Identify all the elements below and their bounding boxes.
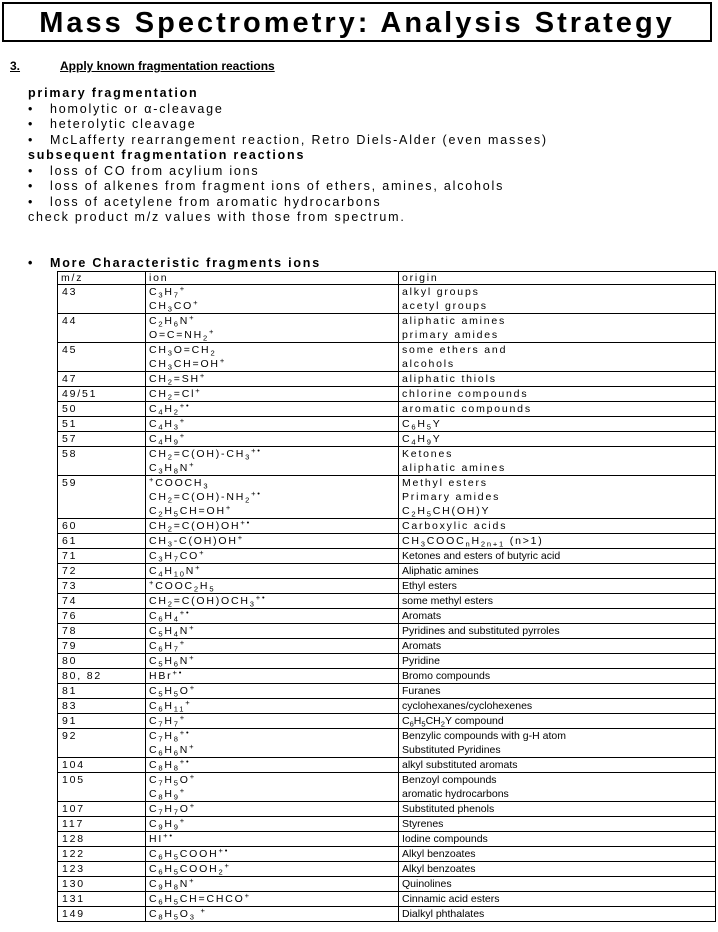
- title-box: [2, 2, 712, 42]
- origin-cell: Aromats: [399, 609, 716, 624]
- table-row: [58, 817, 716, 832]
- ion-cell: $C_7H_7O^+$: [146, 802, 399, 817]
- bullet: •: [28, 179, 33, 193]
- origin-cell: Ketones aliphatic amines: [399, 447, 716, 476]
- mz-cell: 105: [58, 773, 146, 802]
- list-item-text: heterolytic cleavage: [50, 117, 197, 131]
- mz-cell: 128: [58, 832, 146, 847]
- origin-cell: Carboxylic acids: [399, 519, 716, 534]
- table-row: [58, 758, 716, 773]
- table-row: [58, 729, 716, 758]
- origin-cell: Styrenes: [399, 817, 716, 832]
- ion-cell: $CH_3O=CH_2$ $CH_3CH=OH^+$: [146, 343, 399, 372]
- mz-cell: 58: [58, 447, 146, 476]
- list-item: [28, 195, 708, 211]
- table-row: [58, 432, 716, 447]
- table-row: [58, 447, 716, 476]
- list-item-text: loss of CO from acylium ions: [50, 163, 260, 178]
- subheading: [28, 86, 708, 102]
- mz-cell: 43: [58, 285, 146, 314]
- bullet: •: [28, 101, 33, 116]
- origin-cell: $C_4H_9Y$: [399, 432, 716, 447]
- origin-cell: Bromo compounds: [399, 669, 716, 684]
- list-item: [28, 179, 708, 195]
- table-row: [58, 669, 716, 684]
- mz-cell: 81: [58, 684, 146, 699]
- ion-cell: $C_5H_5O^+$: [146, 684, 399, 699]
- table-row: [58, 549, 716, 564]
- ion-cell: $CH_2=C(OH)OH^{+•}$: [146, 519, 399, 534]
- ion-cell: $C_5H_6N^+$: [146, 654, 399, 669]
- table-header-row: [58, 272, 716, 285]
- ion-cell: $C_8H_8^{+•}$: [146, 758, 399, 773]
- ion-cell: $C_9H_9^+$: [146, 817, 399, 832]
- origin-cell: Alkyl benzoates: [399, 847, 716, 862]
- origin-cell: Benzoyl compounds aromatic hydrocarbons: [399, 773, 716, 802]
- table-row: [58, 285, 716, 314]
- table-row: [58, 684, 716, 699]
- table-row: [58, 372, 716, 387]
- table-row: [58, 402, 716, 417]
- origin-cell: some ethers and alcohols: [399, 343, 716, 372]
- ion-cell: $C_9H_8N^+$: [146, 877, 399, 892]
- mz-cell: 92: [58, 729, 146, 758]
- list-item-text: McLafferty rearrangement reaction, Retro Diels-Alder (even masses): [50, 132, 548, 147]
- mz-cell: 83: [58, 699, 146, 714]
- ion-cell: $C_4H_2^{+•}$: [146, 402, 399, 417]
- table-row: [58, 832, 716, 847]
- mz-cell: 73: [58, 579, 146, 594]
- mz-cell: 49/51: [58, 387, 146, 402]
- origin-cell: Iodine compounds: [399, 832, 716, 847]
- origin-cell: Quinolines: [399, 877, 716, 892]
- mz-cell: 76: [58, 609, 146, 624]
- table-row: [58, 579, 716, 594]
- list-item: [28, 117, 708, 133]
- list-item-text: loss of acetylene from aromatic hydrocarbons: [50, 194, 382, 209]
- mz-cell: 47: [58, 372, 146, 387]
- origin-cell: Aromats: [399, 639, 716, 654]
- table-row: [58, 314, 716, 343]
- table-row: [58, 564, 716, 579]
- subheading: [28, 148, 708, 164]
- table-row: [58, 847, 716, 862]
- table-row: [58, 534, 716, 549]
- list-item: [28, 164, 708, 180]
- ion-cell: $C_6H_5COOH^{+•}$: [146, 847, 399, 862]
- table-row: [58, 877, 716, 892]
- origin-cell: Cinnamic acid esters: [399, 892, 716, 907]
- mz-cell: 44: [58, 314, 146, 343]
- ion-cell: HI+•: [146, 832, 399, 847]
- mz-cell: 131: [58, 892, 146, 907]
- ion-cell: $^+COOCH_3$ $CH_2=C(OH)-NH_2^{+•}$ $C_2H_5CH=OH^+$: [146, 476, 399, 519]
- list-item: [28, 102, 708, 118]
- bullet: •: [28, 132, 33, 147]
- origin-cell: some methyl esters: [399, 594, 716, 609]
- ion-cell: $C_4H_{10}N^+$: [146, 564, 399, 579]
- origin-cell: $C_6H_5CH_2Y$ compound: [399, 714, 716, 729]
- page-title: Mass Spectrometry: Analysis Strategy: [39, 7, 675, 39]
- mz-cell: 91: [58, 714, 146, 729]
- bullet: •: [28, 194, 33, 209]
- table-row: [58, 862, 716, 877]
- mz-cell: 122: [58, 847, 146, 862]
- ion-cell: $C_6H_7^+$: [146, 639, 399, 654]
- list-item: [28, 210, 708, 226]
- table-row: [58, 624, 716, 639]
- ion-cell: $C_6H_{11}^+$: [146, 699, 399, 714]
- mz-cell: 107: [58, 802, 146, 817]
- ion-cell: $C_4H_9^+$: [146, 432, 399, 447]
- ion-cell: $CH_2=SH^+$: [146, 372, 399, 387]
- mz-cell: 123: [58, 862, 146, 877]
- table-row: [58, 907, 716, 922]
- mz-cell: 117: [58, 817, 146, 832]
- mz-cell: 61: [58, 534, 146, 549]
- origin-cell: $C_6H_5Y$: [399, 417, 716, 432]
- list-item-text: subsequent fragmentation reactions: [28, 148, 306, 162]
- fragment-ions-table: [57, 271, 716, 922]
- origin-cell: Substituted phenols: [399, 802, 716, 817]
- table-row: [58, 654, 716, 669]
- mz-cell: 57: [58, 432, 146, 447]
- ion-cell: $CH_2=C(OH)-CH_3^{+•}$ $C_3H_8N^+$: [146, 447, 399, 476]
- table-row: [58, 802, 716, 817]
- table-row: [58, 639, 716, 654]
- bullet: •: [28, 256, 33, 270]
- origin-cell: $CH_3COOC_nH_{2n+1}$ (n>1): [399, 534, 716, 549]
- ion-cell: $CH_3-C(OH)OH^+$: [146, 534, 399, 549]
- mz-cell: 59: [58, 476, 146, 519]
- ion-cell: $C_3H_7CO^+$: [146, 549, 399, 564]
- ion-cell: $C_5H_4N^+$: [146, 624, 399, 639]
- origin-cell: Alkyl benzoates: [399, 862, 716, 877]
- table-row: [58, 609, 716, 624]
- origin-cell: Ketones and esters of butyric acid: [399, 549, 716, 564]
- mz-cell: 74: [58, 594, 146, 609]
- ion-cell: $C_7H_7^+$: [146, 714, 399, 729]
- mz-cell: 72: [58, 564, 146, 579]
- origin-cell: Benzylic compounds with g-H atom Substituted Pyridines: [399, 729, 716, 758]
- origin-cell: alkyl groups acetyl groups: [399, 285, 716, 314]
- ion-cell: $C_2H_6N^+$ $O=C=NH_2^+$: [146, 314, 399, 343]
- mz-cell: 78: [58, 624, 146, 639]
- bullet: •: [28, 163, 33, 178]
- ion-cell: $CH_2=C(OH)OCH_3^{+•}$: [146, 594, 399, 609]
- table-row: [58, 714, 716, 729]
- table-row: [58, 387, 716, 402]
- table-row: [58, 699, 716, 714]
- header-origin: origin: [399, 272, 716, 285]
- mz-cell: 51: [58, 417, 146, 432]
- table-row: [58, 343, 716, 372]
- origin-cell: Methyl esters Primary amides $C_2H_5CH(OH)Y$: [399, 476, 716, 519]
- bullet: •: [28, 117, 33, 131]
- table-row: [58, 892, 716, 907]
- ion-cell: $C_6H_5CH=CHCO^+$: [146, 892, 399, 907]
- ion-cell: $C_6H_5COOH_2^+$: [146, 862, 399, 877]
- table-row: [58, 594, 716, 609]
- mz-cell: 149: [58, 907, 146, 922]
- list-item-text: check product m/z values with those from spectrum.: [28, 210, 406, 224]
- more-fragments-title: More Characteristic fragments ions: [50, 256, 321, 270]
- list-item-text: homolytic or α-cleavage: [50, 101, 224, 116]
- origin-cell: Pyridine: [399, 654, 716, 669]
- section-heading: [10, 59, 275, 73]
- mz-cell: 45: [58, 343, 146, 372]
- ion-cell: $C_6H_4^{+•}$: [146, 609, 399, 624]
- origin-cell: aromatic compounds: [399, 402, 716, 417]
- origin-cell: Ethyl esters: [399, 579, 716, 594]
- mz-cell: 50: [58, 402, 146, 417]
- section-title: Apply known fragmentation reactions: [60, 59, 275, 73]
- ion-cell: $C_7H_5O^+$ $C_8H_9^+$: [146, 773, 399, 802]
- origin-cell: Furanes: [399, 684, 716, 699]
- mz-cell: 79: [58, 639, 146, 654]
- mz-cell: 60: [58, 519, 146, 534]
- origin-cell: aliphatic amines primary amides: [399, 314, 716, 343]
- origin-cell: aliphatic thiols: [399, 372, 716, 387]
- table-row: [58, 773, 716, 802]
- mz-cell: 80, 82: [58, 669, 146, 684]
- list-item: [28, 133, 708, 149]
- table-row: [58, 417, 716, 432]
- ion-cell: $C_7H_8^{+•}$ $C_6H_6N^+$: [146, 729, 399, 758]
- list-item-text: primary fragmentation: [28, 86, 199, 100]
- ion-cell: $CH_2=Cl^+$: [146, 387, 399, 402]
- origin-cell: cyclohexanes/cyclohexenes: [399, 699, 716, 714]
- origin-cell: chlorine compounds: [399, 387, 716, 402]
- origin-cell: Dialkyl phthalates: [399, 907, 716, 922]
- origin-cell: Pyridines and substituted pyrroles: [399, 624, 716, 639]
- ion-cell: $C_4H_3^+$: [146, 417, 399, 432]
- header-mz: m/z: [58, 272, 146, 285]
- ion-cell: HBr+•: [146, 669, 399, 684]
- origin-cell: alkyl substituted aromats: [399, 758, 716, 773]
- ion-cell: $C_8H_5O_3$ +: [146, 907, 399, 922]
- mz-cell: 80: [58, 654, 146, 669]
- ion-cell: $^+COOC_2H_5$: [146, 579, 399, 594]
- table-row: [58, 476, 716, 519]
- mz-cell: 71: [58, 549, 146, 564]
- origin-cell: Aliphatic amines: [399, 564, 716, 579]
- mz-cell: 104: [58, 758, 146, 773]
- section-number: 3.: [10, 59, 21, 73]
- mz-cell: 130: [58, 877, 146, 892]
- list-item-text: loss of alkenes from fragment ions of ethers, amines, alcohols: [50, 179, 505, 193]
- fragmentation-list: [28, 86, 708, 226]
- more-fragments-heading: [28, 256, 321, 270]
- ion-cell: $C_3H_7^+$ $CH_3CO^+$: [146, 285, 399, 314]
- header-ion: ion: [146, 272, 399, 285]
- table-row: [58, 519, 716, 534]
